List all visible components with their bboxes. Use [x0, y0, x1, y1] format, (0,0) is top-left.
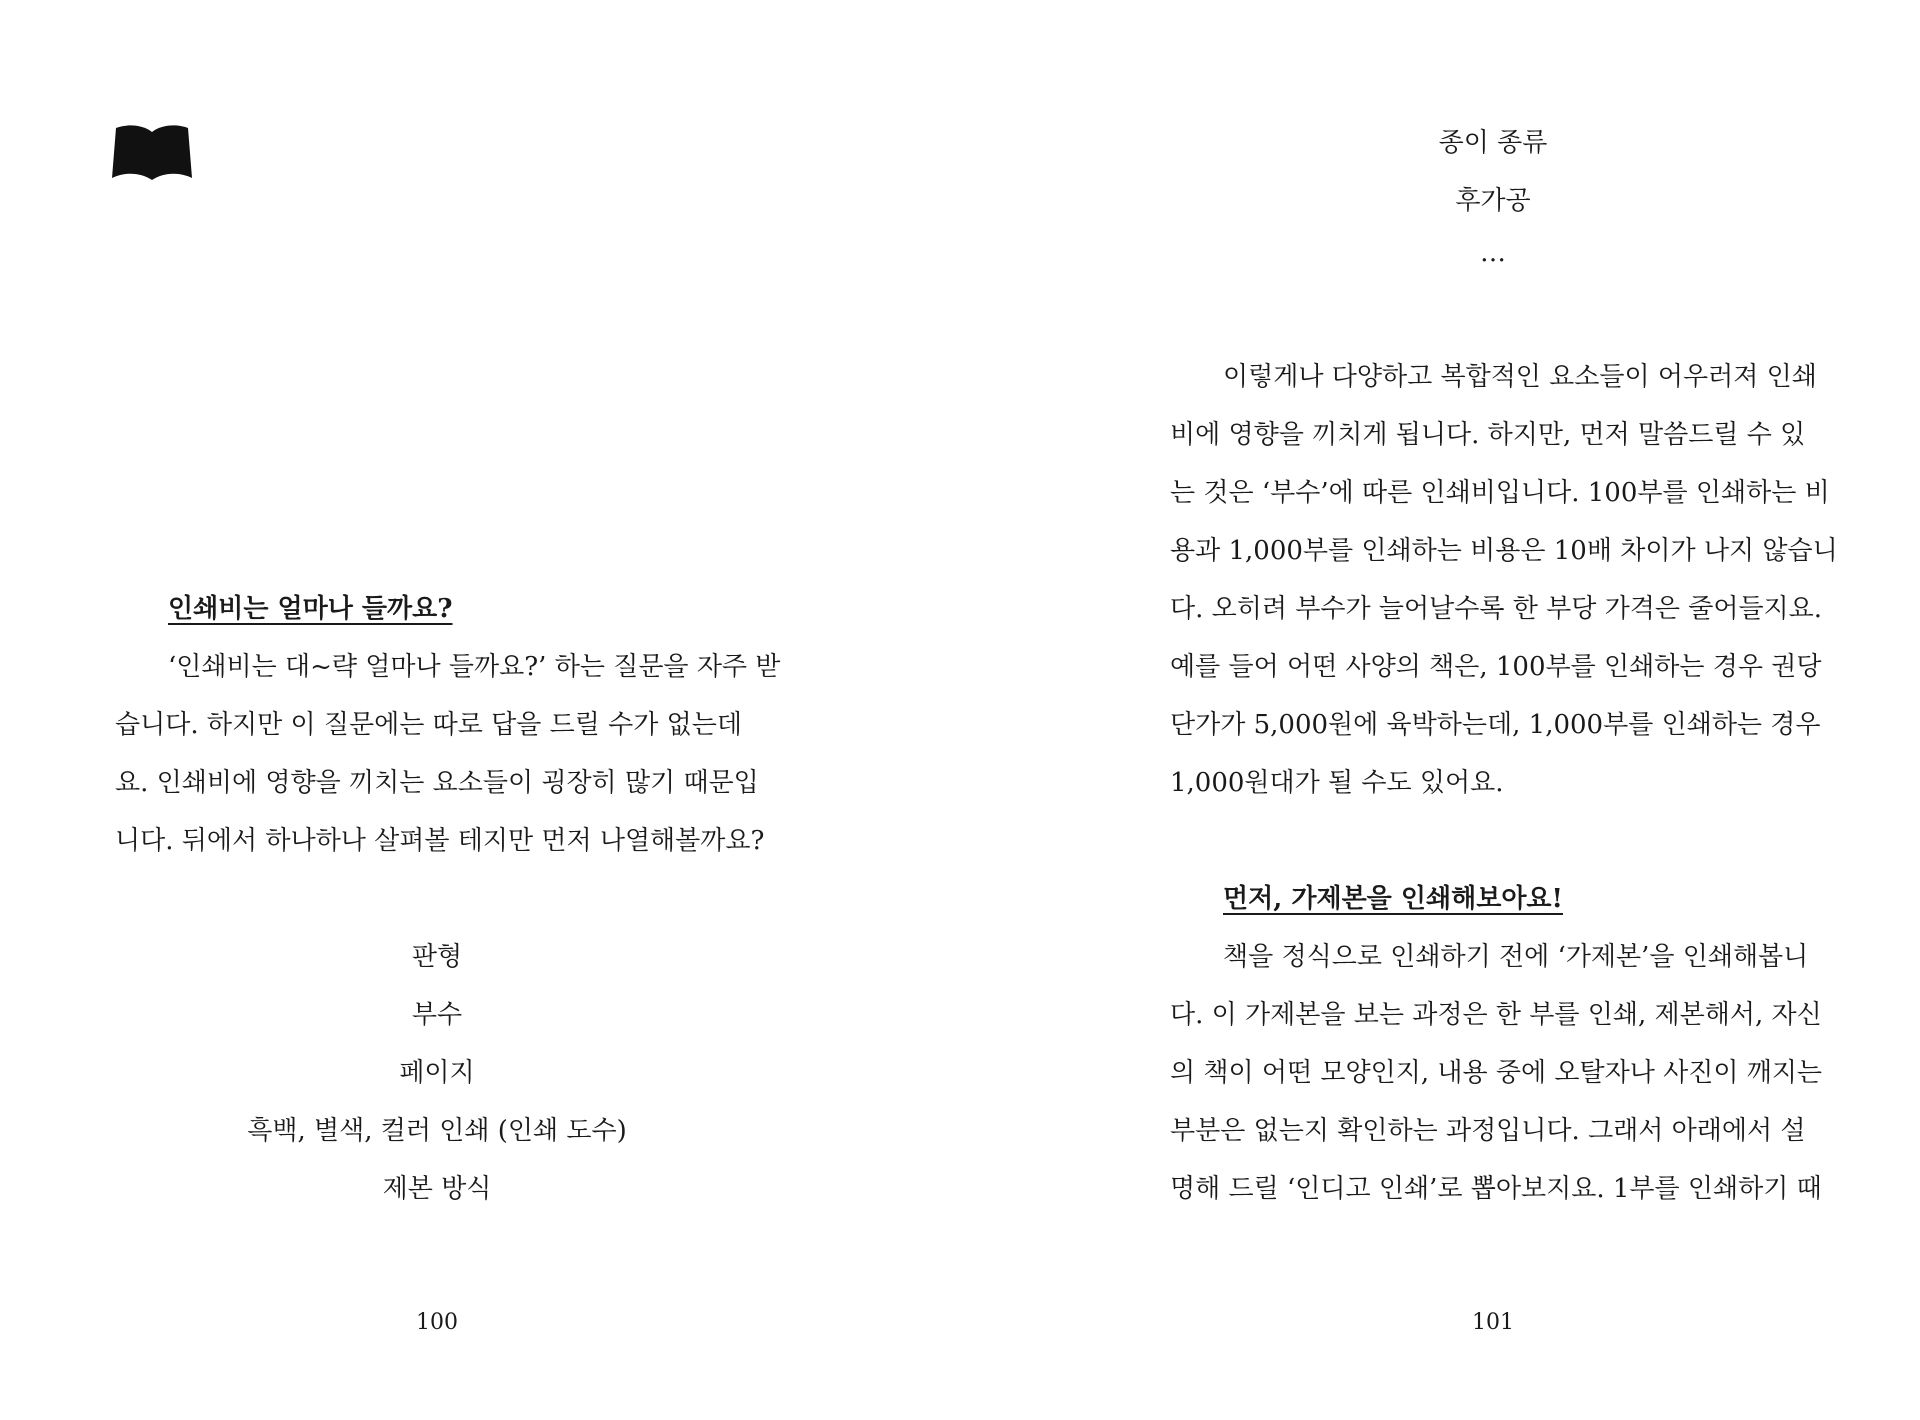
paragraph-line: 요. 인쇄비에 영향을 끼치는 요소들이 굉장히 많기 때문입 — [115, 768, 759, 798]
list-item: 종이 종류 — [1438, 128, 1548, 158]
paragraph-line: 용과 1,000부를 인쇄하는 비용은 10배 차이가 나지 않습니 — [1170, 536, 1838, 566]
paragraph-line: 니다. 뒤에서 하나하나 살펴볼 테지만 먼저 나열해볼까요? — [115, 826, 765, 856]
section-heading: 먼저, 가제본을 인쇄해보아요! — [1223, 884, 1563, 914]
paragraph-line: 다. 오히려 부수가 늘어날수록 한 부당 가격은 줄어들지요. — [1170, 594, 1823, 624]
list-item: 판형 — [411, 942, 463, 972]
list-item: 제본 방식 — [382, 1174, 492, 1204]
paragraph-line: 의 책이 어떤 모양인지, 내용 중에 오탈자나 사진이 깨지는 — [1170, 1058, 1823, 1088]
paragraph-line: 비에 영향을 끼치게 됩니다. 하지만, 먼저 말씀드릴 수 있 — [1170, 420, 1806, 450]
section-heading: 인쇄비는 얼마나 들까요? — [168, 594, 453, 624]
paragraph-line: 책을 정식으로 인쇄하기 전에 ‘가제본’을 인쇄해봅니 — [1223, 942, 1809, 972]
book-icon — [112, 122, 192, 182]
page-number: 101 — [1472, 1310, 1514, 1335]
paragraph-line: 명해 드릴 ‘인디고 인쇄’로 뽑아보지요. 1부를 인쇄하기 때 — [1170, 1174, 1822, 1204]
list-item: … — [1480, 238, 1506, 268]
paragraph-line: 1,000원대가 될 수도 있어요. — [1170, 768, 1504, 798]
paragraph-line: 다. 이 가제본을 보는 과정은 한 부를 인쇄, 제본해서, 자신 — [1170, 1000, 1822, 1030]
paragraph-line: 는 것은 ‘부수’에 따른 인쇄비입니다. 100부를 인쇄하는 비 — [1170, 478, 1830, 508]
paragraph-line: 단가가 5,000원에 육박하는데, 1,000부를 인쇄하는 경우 — [1170, 710, 1821, 740]
list-item: 후가공 — [1455, 186, 1531, 216]
page-number: 100 — [416, 1310, 458, 1335]
paragraph-line: 예를 들어 어떤 사양의 책은, 100부를 인쇄하는 경우 권당 — [1170, 652, 1822, 682]
list-item: 페이지 — [399, 1058, 475, 1088]
paragraph-line: ‘인쇄비는 대~략 얼마나 들까요?’ 하는 질문을 자주 받 — [168, 652, 781, 682]
paragraph-line: 부분은 없는지 확인하는 과정입니다. 그래서 아래에서 설 — [1170, 1116, 1806, 1146]
paragraph-line: 습니다. 하지만 이 질문에는 따로 답을 드릴 수가 없는데 — [115, 710, 742, 740]
right-page — [960, 0, 1920, 1420]
list-item: 부수 — [411, 1000, 463, 1030]
list-item: 흑백, 별색, 컬러 인쇄 (인쇄 도수) — [247, 1116, 627, 1146]
paragraph-line: 이렇게나 다양하고 복합적인 요소들이 어우러져 인쇄 — [1223, 362, 1817, 392]
